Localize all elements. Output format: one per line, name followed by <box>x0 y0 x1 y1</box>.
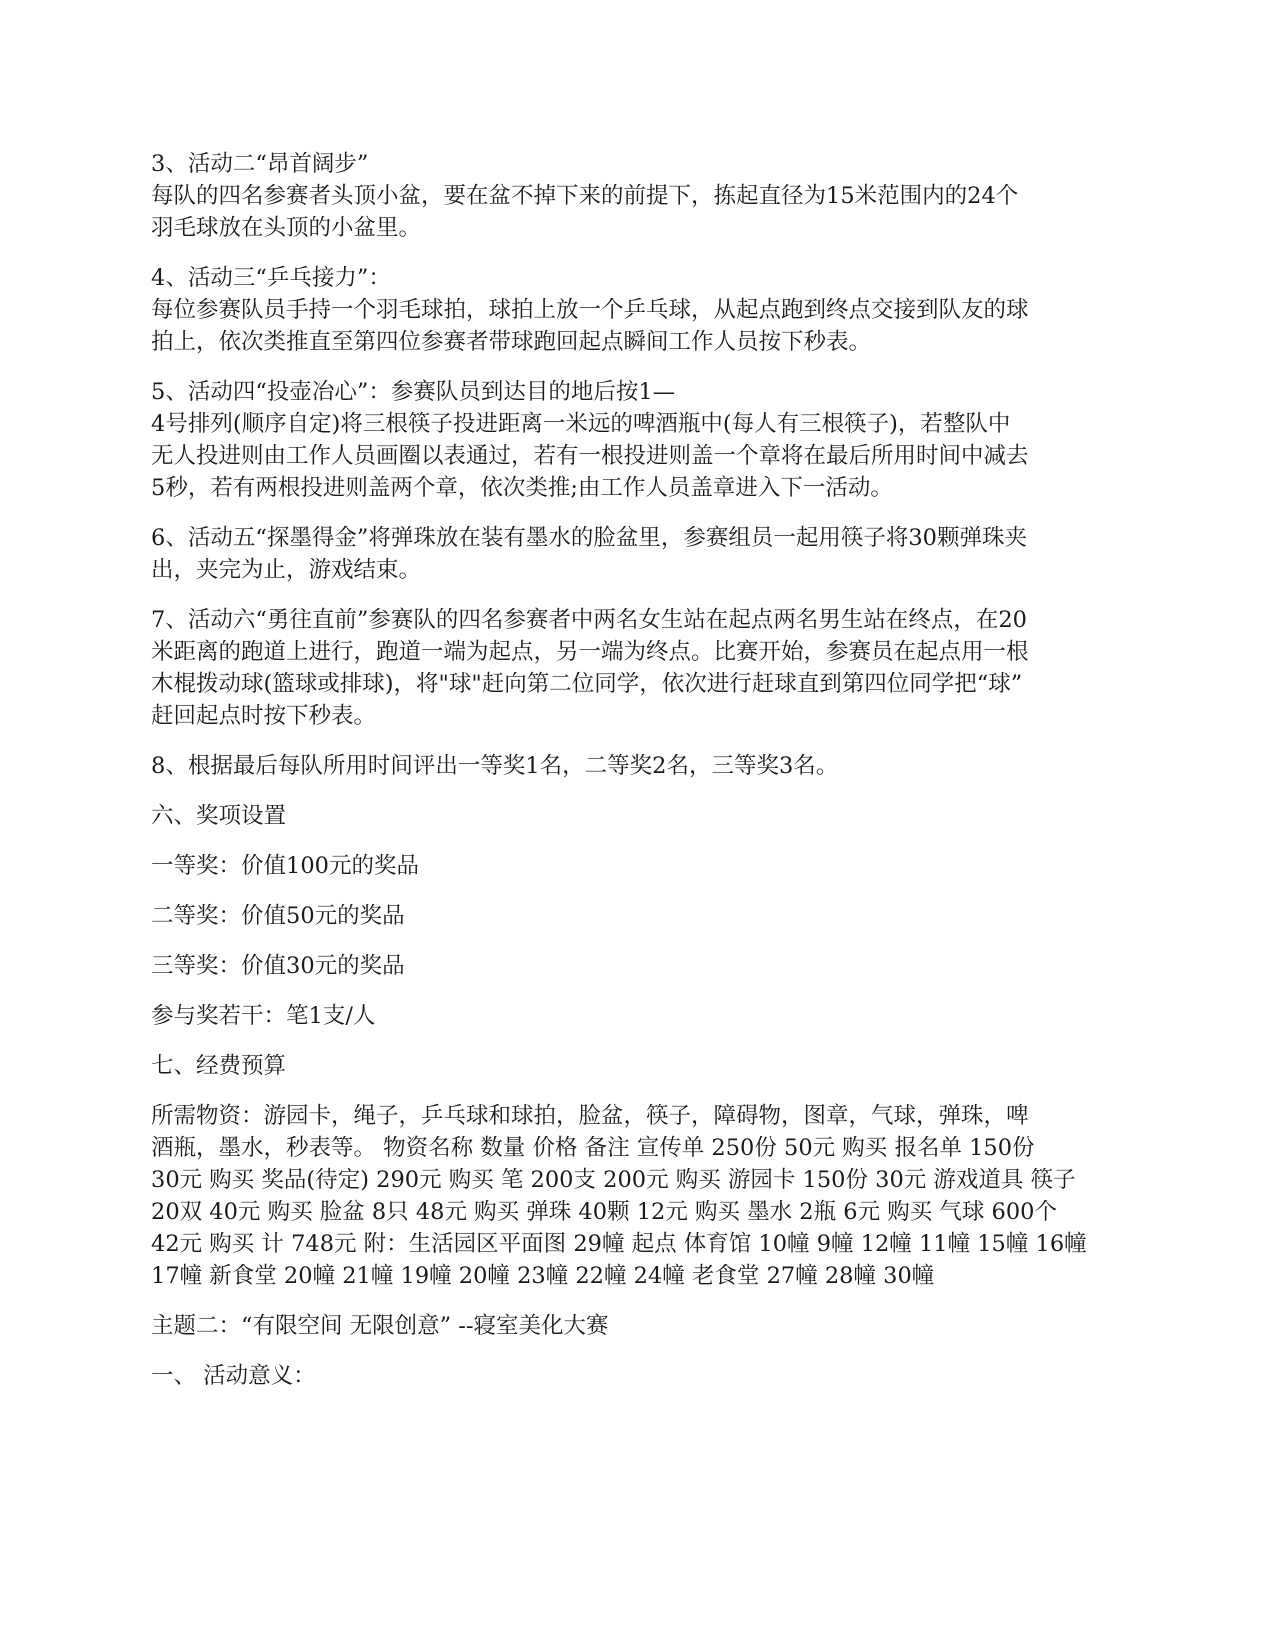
paragraph <box>151 850 1141 882</box>
text-line: 42元 购买 计 748元 附：生活园区平面图 29幢 起点 体育馆 10幢 9幢 12幢 11幢 15幢 16幢 <box>151 1231 1087 1257</box>
text-line: 17幢 新食堂 20幢 21幢 19幢 20幢 23幢 22幢 24幢 老食堂 27幢 28幢 30幢 <box>151 1263 935 1289</box>
paragraph <box>151 900 1141 932</box>
paragraph <box>151 522 1141 586</box>
paragraph <box>151 950 1141 982</box>
text-line: 无人投进则由工作人员画圈以表通过，若有一根投进则盖一个章将在最后所用时间中减去 <box>151 443 1029 469</box>
text-line: 一、 活动意义： <box>151 1363 316 1389</box>
text-line: 7、活动六“勇往直前”参赛队的四名参赛者中两名女生站在起点两名男生站在终点，在20 <box>151 607 1027 633</box>
text-line: 米距离的跑道上进行，跑道一端为起点，另一端为终点。比赛开始，参赛员在起点用一根 <box>151 639 1029 665</box>
paragraph <box>151 1310 1141 1342</box>
document-page <box>151 148 1141 1410</box>
text-line: 木棍拨动球(篮球或排球)，将"球"赶向第二位同学，依次进行赶球直到第四位同学把“球” <box>151 671 1023 697</box>
text-line: 二等奖：价值50元的奖品 <box>151 903 405 929</box>
text-line: 酒瓶，墨水，秒表等。 物资名称 数量 价格 备注 宣传单 250份 50元 购买 报名单 150份 <box>151 1135 1035 1161</box>
paragraph <box>151 800 1141 832</box>
text-line: 3、活动二“昂首阔步” <box>151 151 369 177</box>
paragraph <box>151 1050 1141 1082</box>
paragraph <box>151 376 1141 504</box>
text-line: 5、活动四“投壶冶心”：参赛队员到达目的地后按1— <box>151 379 676 405</box>
text-line: 赶回起点时按下秒表。 <box>151 703 377 729</box>
text-line: 30元 购买 奖品(待定) 290元 购买 笔 200支 200元 购买 游园卡 150份 30元 游戏道具 筷子 <box>151 1167 1076 1193</box>
text-line: 出，夹完为止，游戏结束。 <box>151 557 422 583</box>
text-line: 三等奖：价值30元的奖品 <box>151 953 405 979</box>
text-line: 一等奖：价值100元的奖品 <box>151 853 419 879</box>
text-line: 每位参赛队员手持一个羽毛球拍，球拍上放一个乒乓球，从起点跑到终点交接到队友的球 <box>151 297 1029 323</box>
text-line: 羽毛球放在头顶的小盆里。 <box>151 215 422 241</box>
text-line: 20双 40元 购买 脸盆 8只 48元 购买 弹珠 40颗 12元 购买 墨水 2瓶 6元 购买 气球 600个 <box>151 1199 1057 1225</box>
text-line: 8、根据最后每队所用时间评出一等奖1名，二等奖2名，三等奖3名。 <box>151 753 839 779</box>
text-line: 七、经费预算 <box>151 1053 287 1079</box>
paragraph <box>151 1000 1141 1032</box>
text-line: 六、奖项设置 <box>151 803 287 829</box>
paragraph <box>151 750 1141 782</box>
paragraph <box>151 604 1141 732</box>
text-line: 4号排列(顺序自定)将三根筷子投进距离一米远的啤酒瓶中(每人有三根筷子)，若整队中 <box>151 411 1011 437</box>
text-line: 5秒，若有两根投进则盖两个章，依次类推;由工作人员盖章进入下一活动。 <box>151 475 893 501</box>
paragraph <box>151 262 1141 358</box>
text-line: 主题二：“有限空间 无限创意” --寝室美化大赛 <box>151 1313 609 1339</box>
paragraph <box>151 148 1141 244</box>
text-line: 所需物资：游园卡，绳子，乒乓球和球拍，脸盆，筷子，障碍物，图章，气球，弹珠，啤 <box>151 1103 1029 1129</box>
text-line: 每队的四名参赛者头顶小盆，要在盆不掉下来的前提下，拣起直径为15米范围内的24个 <box>151 183 1019 209</box>
text-line: 拍上，依次类推直至第四位参赛者带球跑回起点瞬间工作人员按下秒表。 <box>151 329 872 355</box>
paragraph <box>151 1360 1141 1392</box>
paragraph <box>151 1100 1141 1292</box>
text-line: 参与奖若干：笔1支/人 <box>151 1003 376 1029</box>
text-line: 4、活动三“乒乓接力”： <box>151 265 391 291</box>
text-line: 6、活动五“探墨得金”将弹珠放在装有墨水的脸盆里，参赛组员一起用筷子将30颗弹珠夹 <box>151 525 1027 551</box>
